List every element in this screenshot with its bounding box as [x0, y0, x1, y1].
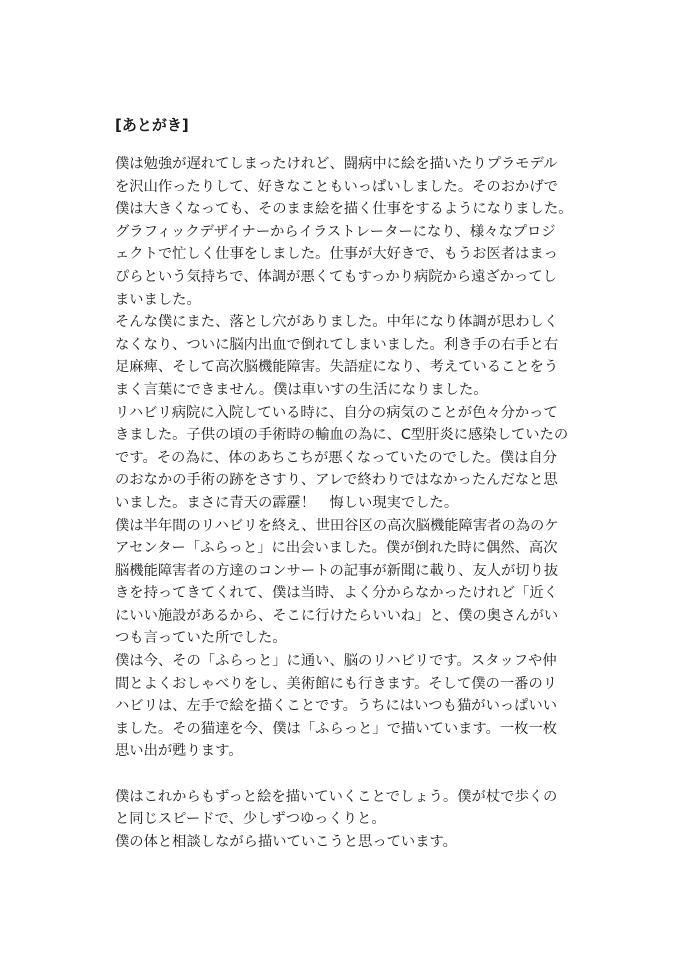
text-line: まいました。	[115, 291, 201, 308]
text-line: 僕は半年間のリハビリを終え、世田谷区の高次脳機能障害者の為のケ	[115, 517, 559, 534]
text-line: です。その為に、体のあちこちが悪くなっていたのでした。僕は自分	[115, 449, 558, 466]
text-line: まく言葉にできません。僕は車いすの生活になりました。	[115, 381, 488, 398]
text-line: つも言っていた所でした。	[115, 630, 287, 647]
text-line: 僕の体と相談しながら描いていこうと思っています。	[115, 833, 457, 850]
afterword-heading: [あとがき]	[115, 116, 189, 134]
text-line: のおなかの手術の跡をさすり、アレで終わりではなかったんだなと思	[115, 472, 558, 489]
paragraph-gap	[115, 763, 565, 786]
text-line: 間とよくおしゃべりをし、美術館にも行きます。そして僕の一番のリ	[115, 675, 558, 692]
text-line: ェクトで忙しく仕事をしました。仕事が大好きで、もうお医者はまっ	[115, 246, 558, 263]
text-line: グラフィックデザイナーからイラストレーターになり、様々なプロジ	[115, 223, 556, 240]
text-line: 僕はこれからもずっと絵を描いていくことでしょう。僕が杖で歩くの	[115, 788, 558, 805]
text-line: を沢山作ったりして、好きなこともいっぱいしました。そのおかげで	[115, 178, 558, 195]
text-line: 僕は勉強が遅れてしまったけれど、闘病中に絵を描いたりプラモデル	[115, 156, 558, 172]
text-line: 僕は大きくなっても、そのまま絵を描く仕事をするようになりました。	[115, 201, 573, 218]
text-line: リハビリ病院に入院している時に、自分の病気のことが色々分かって	[115, 404, 558, 421]
text-line: にいい施設があるから、そこに行けたらいいね」と、僕の奥さんがい	[115, 607, 559, 624]
text-line: なくなり、ついに脳内出血で倒れてしまいました。利き手の右手と右	[115, 336, 559, 353]
text-line: 思い出が甦ります。	[115, 743, 243, 760]
text-line: 脳機能障害者の方達のコンサートの記事が新聞に載り、友人が切り抜	[115, 562, 559, 579]
text-line: ハビリは、左手で絵を描くことです。うちにはいつも猫がいっぱいい	[115, 698, 558, 715]
text-line: いました。まさに青天の霹靂！ 悔しい現実でした。	[115, 494, 459, 511]
text-line: 足麻痺、そして高次脳機能障害。失語症になり、考えていることをう	[115, 359, 559, 376]
text-line: と同じスピードで、少しずつゆっくりと。	[115, 811, 386, 828]
text-line: きを持ってきてくれて、僕は当時、よく分からなかったけれど「近く	[115, 585, 558, 602]
text-line: きました。子供の頃の手術時の輸血の為に、C型肝炎に感染していたの	[115, 427, 569, 444]
text-line: アセンター「ふらっと」に出会いました。僕が倒れた時に偶然、高次	[115, 540, 558, 557]
text-line: ぴらという気持ちで、体調が悪くてもすっかり病院から遠ざかってし	[115, 268, 557, 285]
text-line: そんな僕にまた、落とし穴がありました。中年になり体調が思わしく	[115, 314, 559, 331]
afterword-body	[115, 153, 573, 853]
text-line: 僕は今、その「ふらっと」に通い、脳のリハビリです。スタッフや仲	[115, 653, 557, 670]
text-line: ました。その猫達を今、僕は「ふらっと」で描いています。一枚一枚	[115, 720, 558, 737]
